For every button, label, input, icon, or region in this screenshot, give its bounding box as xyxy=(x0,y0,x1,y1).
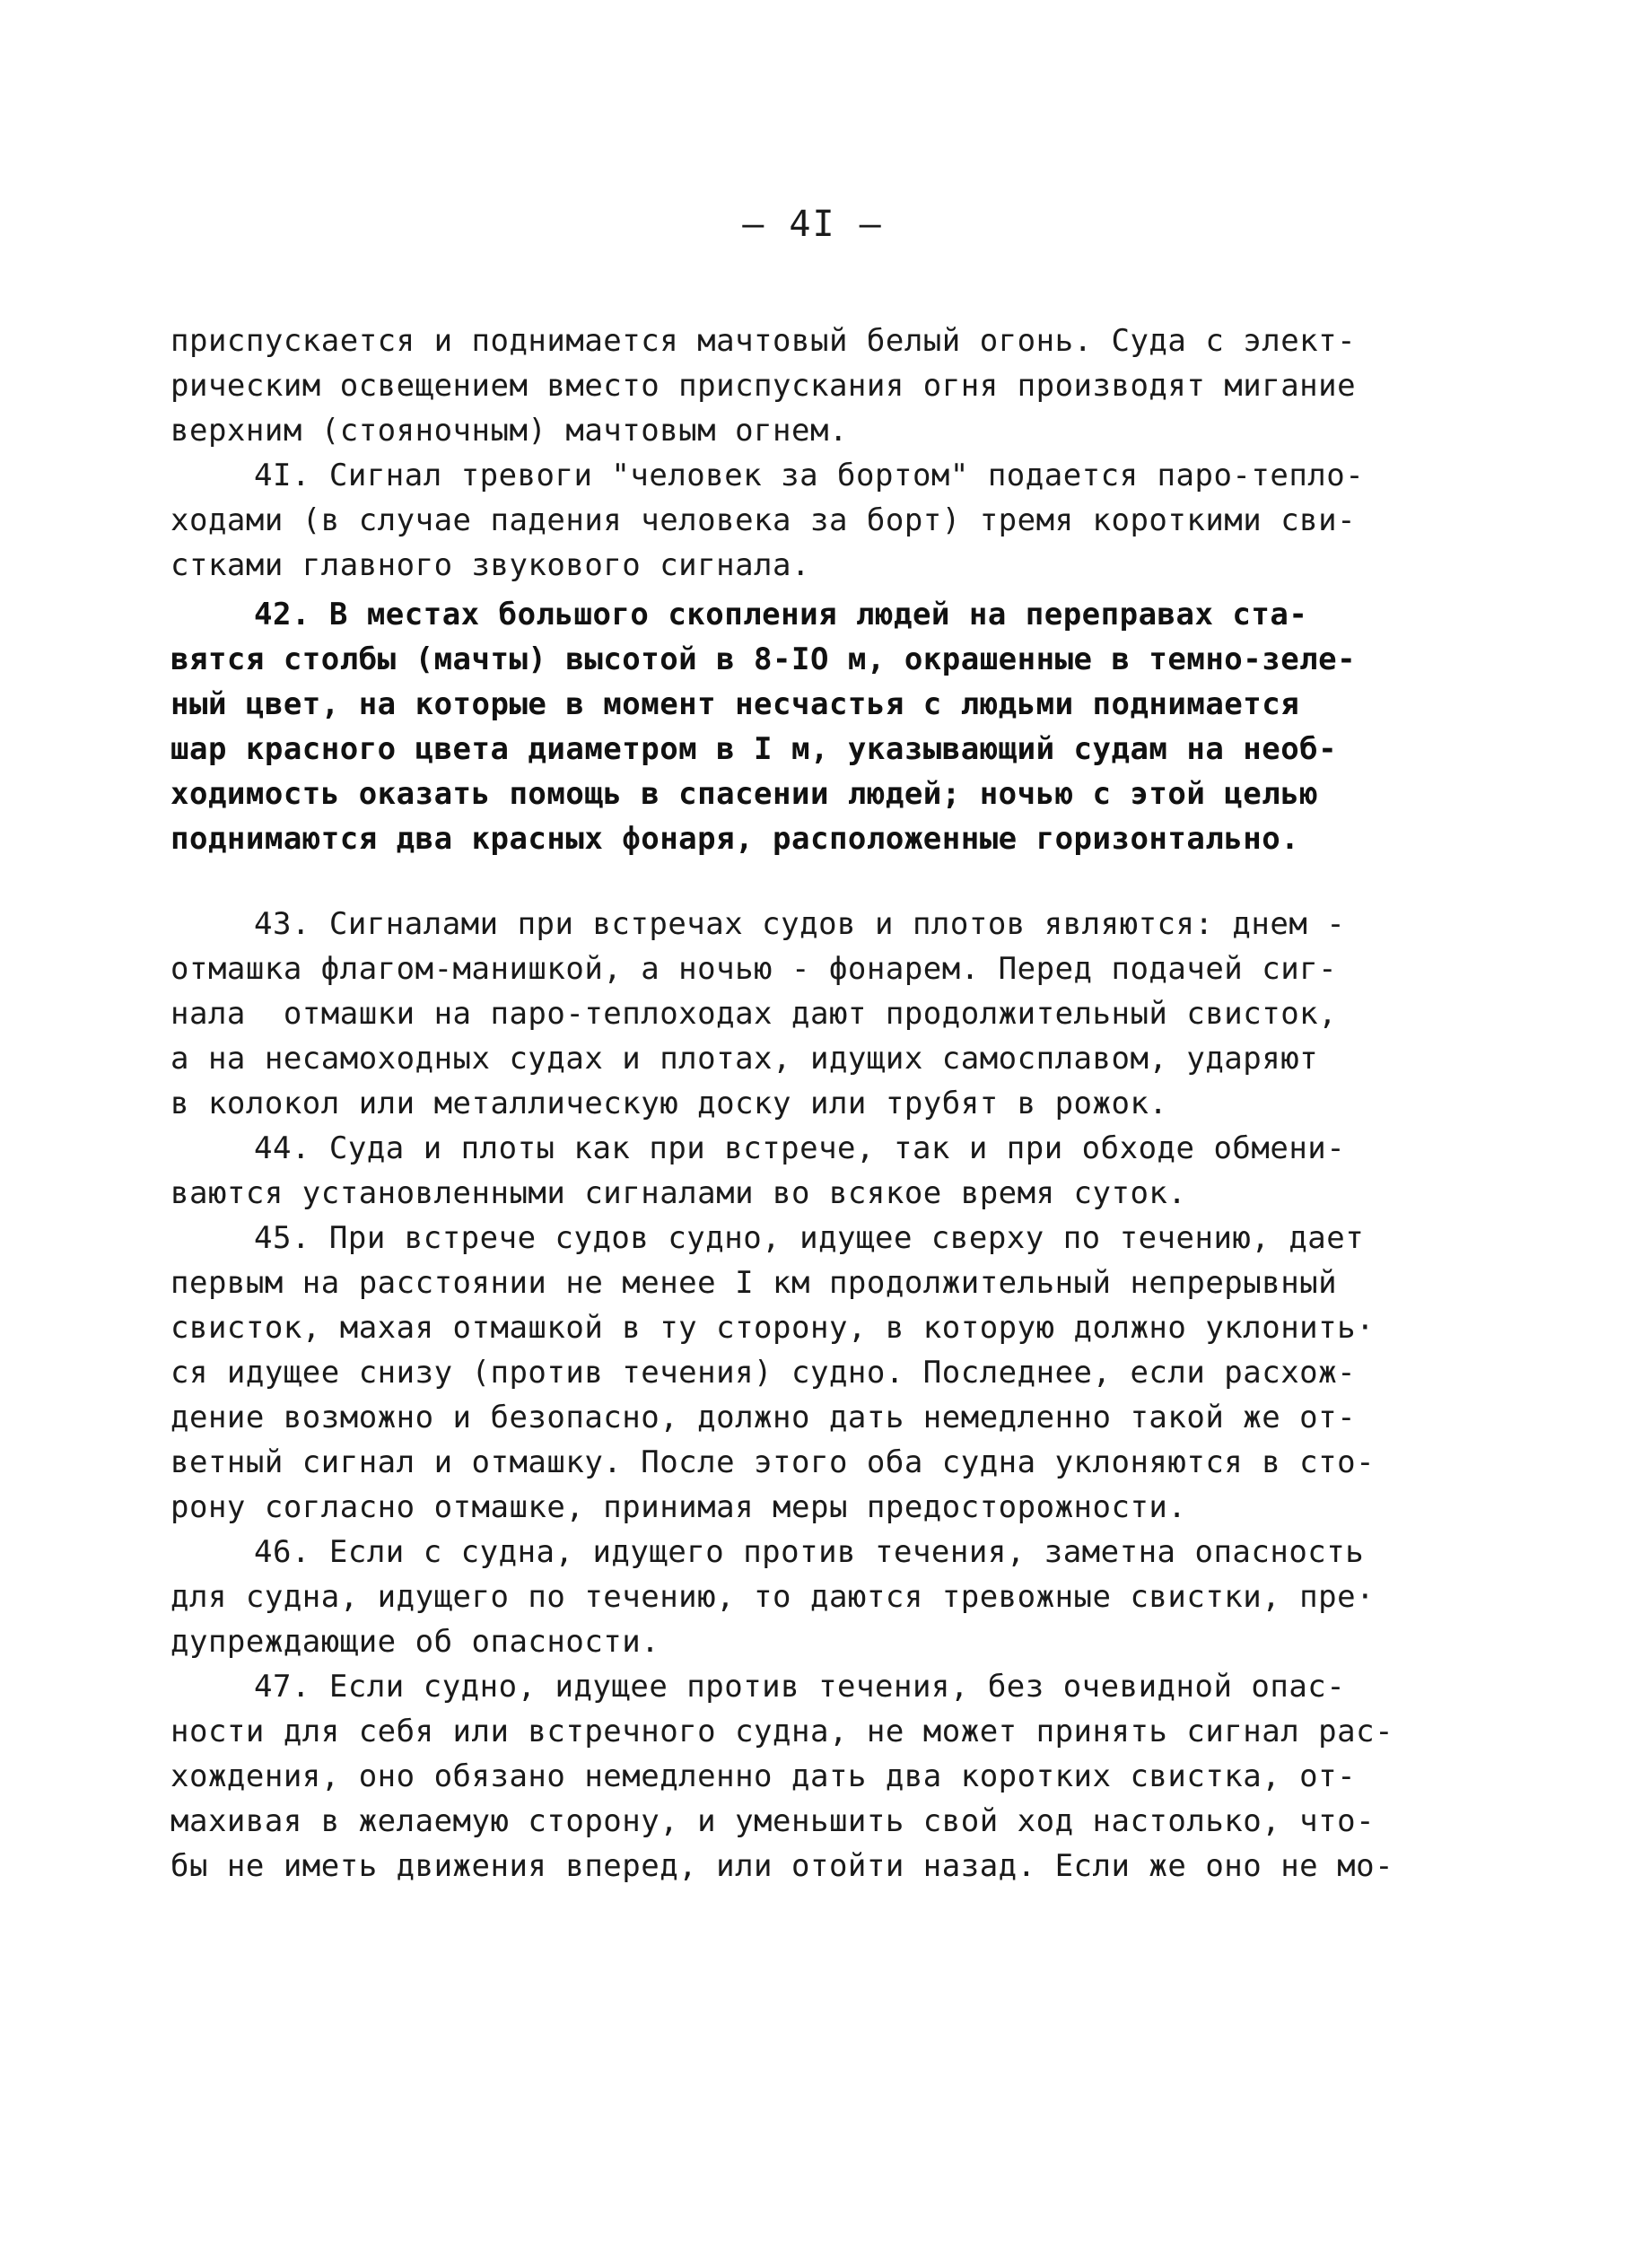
text-line: дение возможно и безопасно, должно дать немедленно такой же от- xyxy=(170,1400,1357,1435)
text-line: шар красного цвета диаметром в I м, указывающий судам на необ- xyxy=(170,731,1338,767)
text-line: ваются установленными сигналами во всякое время суток. xyxy=(170,1175,1187,1211)
text-line: 46. Если с судна, идущего против течения, заметна опасность xyxy=(254,1534,1365,1570)
text-line: в колокол или металлическую доску или трубят в рожок. xyxy=(170,1086,1168,1121)
text-line: первым на расстоянии не менее I км продолжительный непрерывный xyxy=(170,1265,1338,1301)
text-line: стками главного звукового сигнала. xyxy=(170,547,810,583)
text-line: нала отмашки на паро-теплоходах дают продолжительный свисток, xyxy=(170,996,1338,1032)
text-line: хождения, оно обязано немедленно дать два коротких свистка, от- xyxy=(170,1758,1357,1794)
text-line: рическим освещением вместо приспускания огня производят мигание xyxy=(170,368,1357,404)
text-line: ный цвет, на которые в момент несчастья с людьми поднимается xyxy=(170,686,1300,722)
text-line: поднимаются два красных фонаря, расположенные горизонтально. xyxy=(170,821,1300,857)
text-line: приспускается и поднимается мачтовый белый огонь. Суда с элект- xyxy=(170,323,1357,359)
text-line: 47. Если судно, идущее против течения, без очевидной опас- xyxy=(254,1669,1346,1705)
text-line: ности для себя или встречного судна, не может принять сигнал рас- xyxy=(170,1714,1394,1749)
text-line: ходами (в случае падения человека за борт) тремя короткими сви- xyxy=(170,502,1357,538)
text-line: 43. Сигналами при встречах судов и плотов являются: днем - xyxy=(254,906,1346,942)
text-line: 44. Суда и плоты как при встрече, так и при обходе обмени- xyxy=(254,1130,1346,1166)
text-line: ходимость оказать помощь в спасении людей; ночью с этой целью xyxy=(170,776,1319,812)
text-line: 42. В местах большого скопления людей на переправах ста- xyxy=(254,597,1308,632)
text-line: махивая в желаемую сторону, и уменьшить свой ход настолько, что- xyxy=(170,1803,1376,1839)
text-line: а на несамоходных судах и плотах, идущих самосплавом, ударяют xyxy=(170,1041,1319,1077)
text-line: 4I. Сигнал тревоги "человек за бортом" подается паро-тепло- xyxy=(254,458,1365,493)
text-line: отмашка флагом-манишкой, а ночью - фонарем. Перед подачей сиг- xyxy=(170,951,1338,987)
text-line: ся идущее снизу (против течения) судно. Последнее, если расхож- xyxy=(170,1355,1357,1391)
text-line: для судна, идущего по течению, то даются тревожные свистки, пре· xyxy=(170,1579,1376,1615)
text-line: свисток, махая отмашкой в ту сторону, в которую должно уклонить· xyxy=(170,1310,1376,1346)
text-line: ветный сигнал и отмашку. После этого оба судна уклоняются в сто- xyxy=(170,1444,1376,1480)
text-line: верхним (стояночным) мачтовым огнем. xyxy=(170,413,848,449)
text-line: 45. При встрече судов судно, идущее сверху по течению, дает xyxy=(254,1220,1365,1256)
text-line: дупреждающие об опасности. xyxy=(170,1624,660,1660)
page-number: — 4I — xyxy=(742,204,883,245)
text-line: вятся столбы (мачты) высотой в 8-IО м, окрашенные в темно-зеле- xyxy=(170,641,1357,677)
text-line: бы не иметь движения вперед, или отойти назад. Если же оно не мо- xyxy=(170,1848,1394,1884)
text-line: рону согласно отмашке, принимая меры предосторожности. xyxy=(170,1489,1187,1525)
